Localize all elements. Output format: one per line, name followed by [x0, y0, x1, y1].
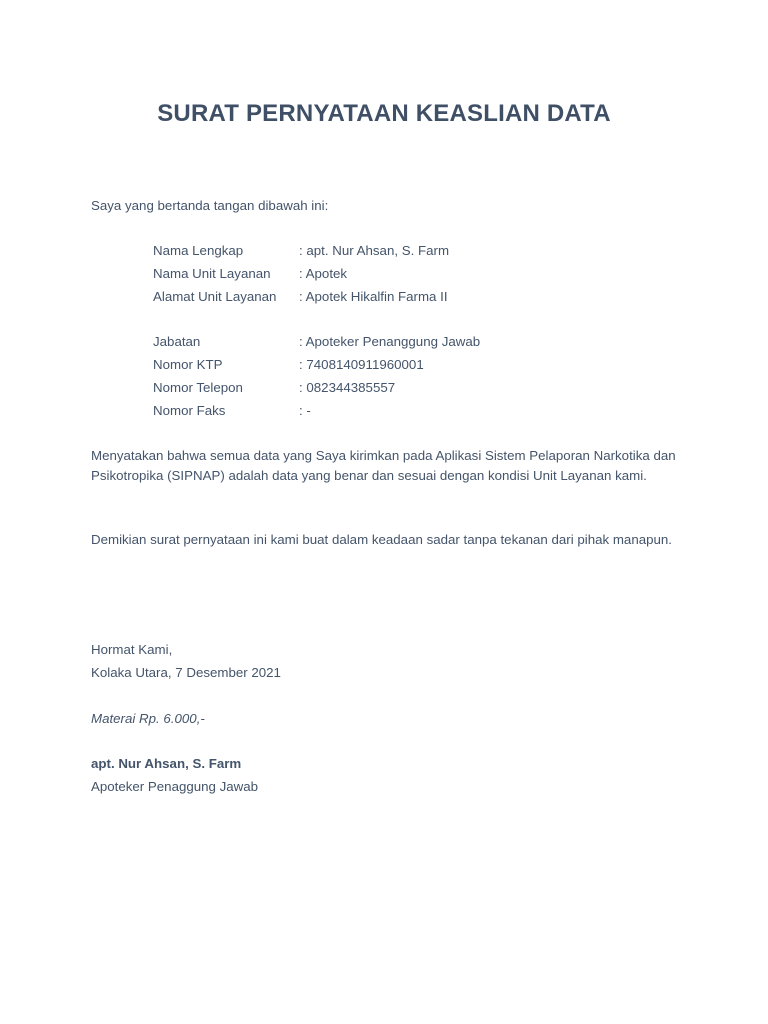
materai-note: Materai Rp. 6.000,-	[91, 711, 205, 726]
field-label-jabatan: Jabatan	[153, 334, 201, 349]
closing-paragraph: Demikian surat pernyataan ini kami buat dalam keadaan sadar tanpa tekanan dari pihak manapun.	[91, 532, 672, 547]
field-value-nomor-ktp: : 7408140911960001	[299, 357, 424, 372]
document-title: SURAT PERNYATAAN KEASLIAN DATA	[157, 100, 611, 127]
field-label-nama-unit-layanan: Nama Unit Layanan	[153, 266, 271, 281]
field-label-nomor-telepon: Nomor Telepon	[153, 380, 243, 395]
field-label-nama-lengkap: Nama Lengkap	[153, 243, 244, 258]
intro-text: Saya yang bertanda tangan dibawah ini:	[91, 198, 329, 213]
statement-paragraph: Menyatakan bahwa semua data yang Saya kirimkan pada Aplikasi Sistem Pelaporan Narkotika dan Psikotropika (SIPNAP) adalah data yang benar dan sesuai dengan kondisi Unit Layanan kami.	[91, 448, 676, 483]
place-date: Kolaka Utara, 7 Desember 2021	[91, 665, 281, 680]
field-label-nomor-faks: Nomor Faks	[153, 403, 226, 418]
signer-position: Apoteker Penaggung Jawab	[91, 779, 259, 794]
field-value-alamat-unit-layanan: : Apotek Hikalfin Farma II	[299, 289, 448, 304]
signer-name: apt. Nur Ahsan, S. Farm	[91, 756, 242, 771]
field-label-alamat-unit-layanan: Alamat Unit Layanan	[153, 289, 277, 304]
field-value-nomor-faks: : -	[299, 403, 311, 418]
field-label-nomor-ktp: Nomor KTP	[153, 357, 223, 372]
field-value-nama-unit-layanan: : Apotek	[299, 266, 348, 281]
field-value-nama-lengkap: : apt. Nur Ahsan, S. Farm	[299, 243, 450, 258]
field-value-nomor-telepon: : 082344385557	[299, 380, 396, 395]
field-value-jabatan: : Apoteker Penanggung Jawab	[299, 334, 481, 349]
closing-salutation: Hormat Kami,	[91, 642, 173, 657]
